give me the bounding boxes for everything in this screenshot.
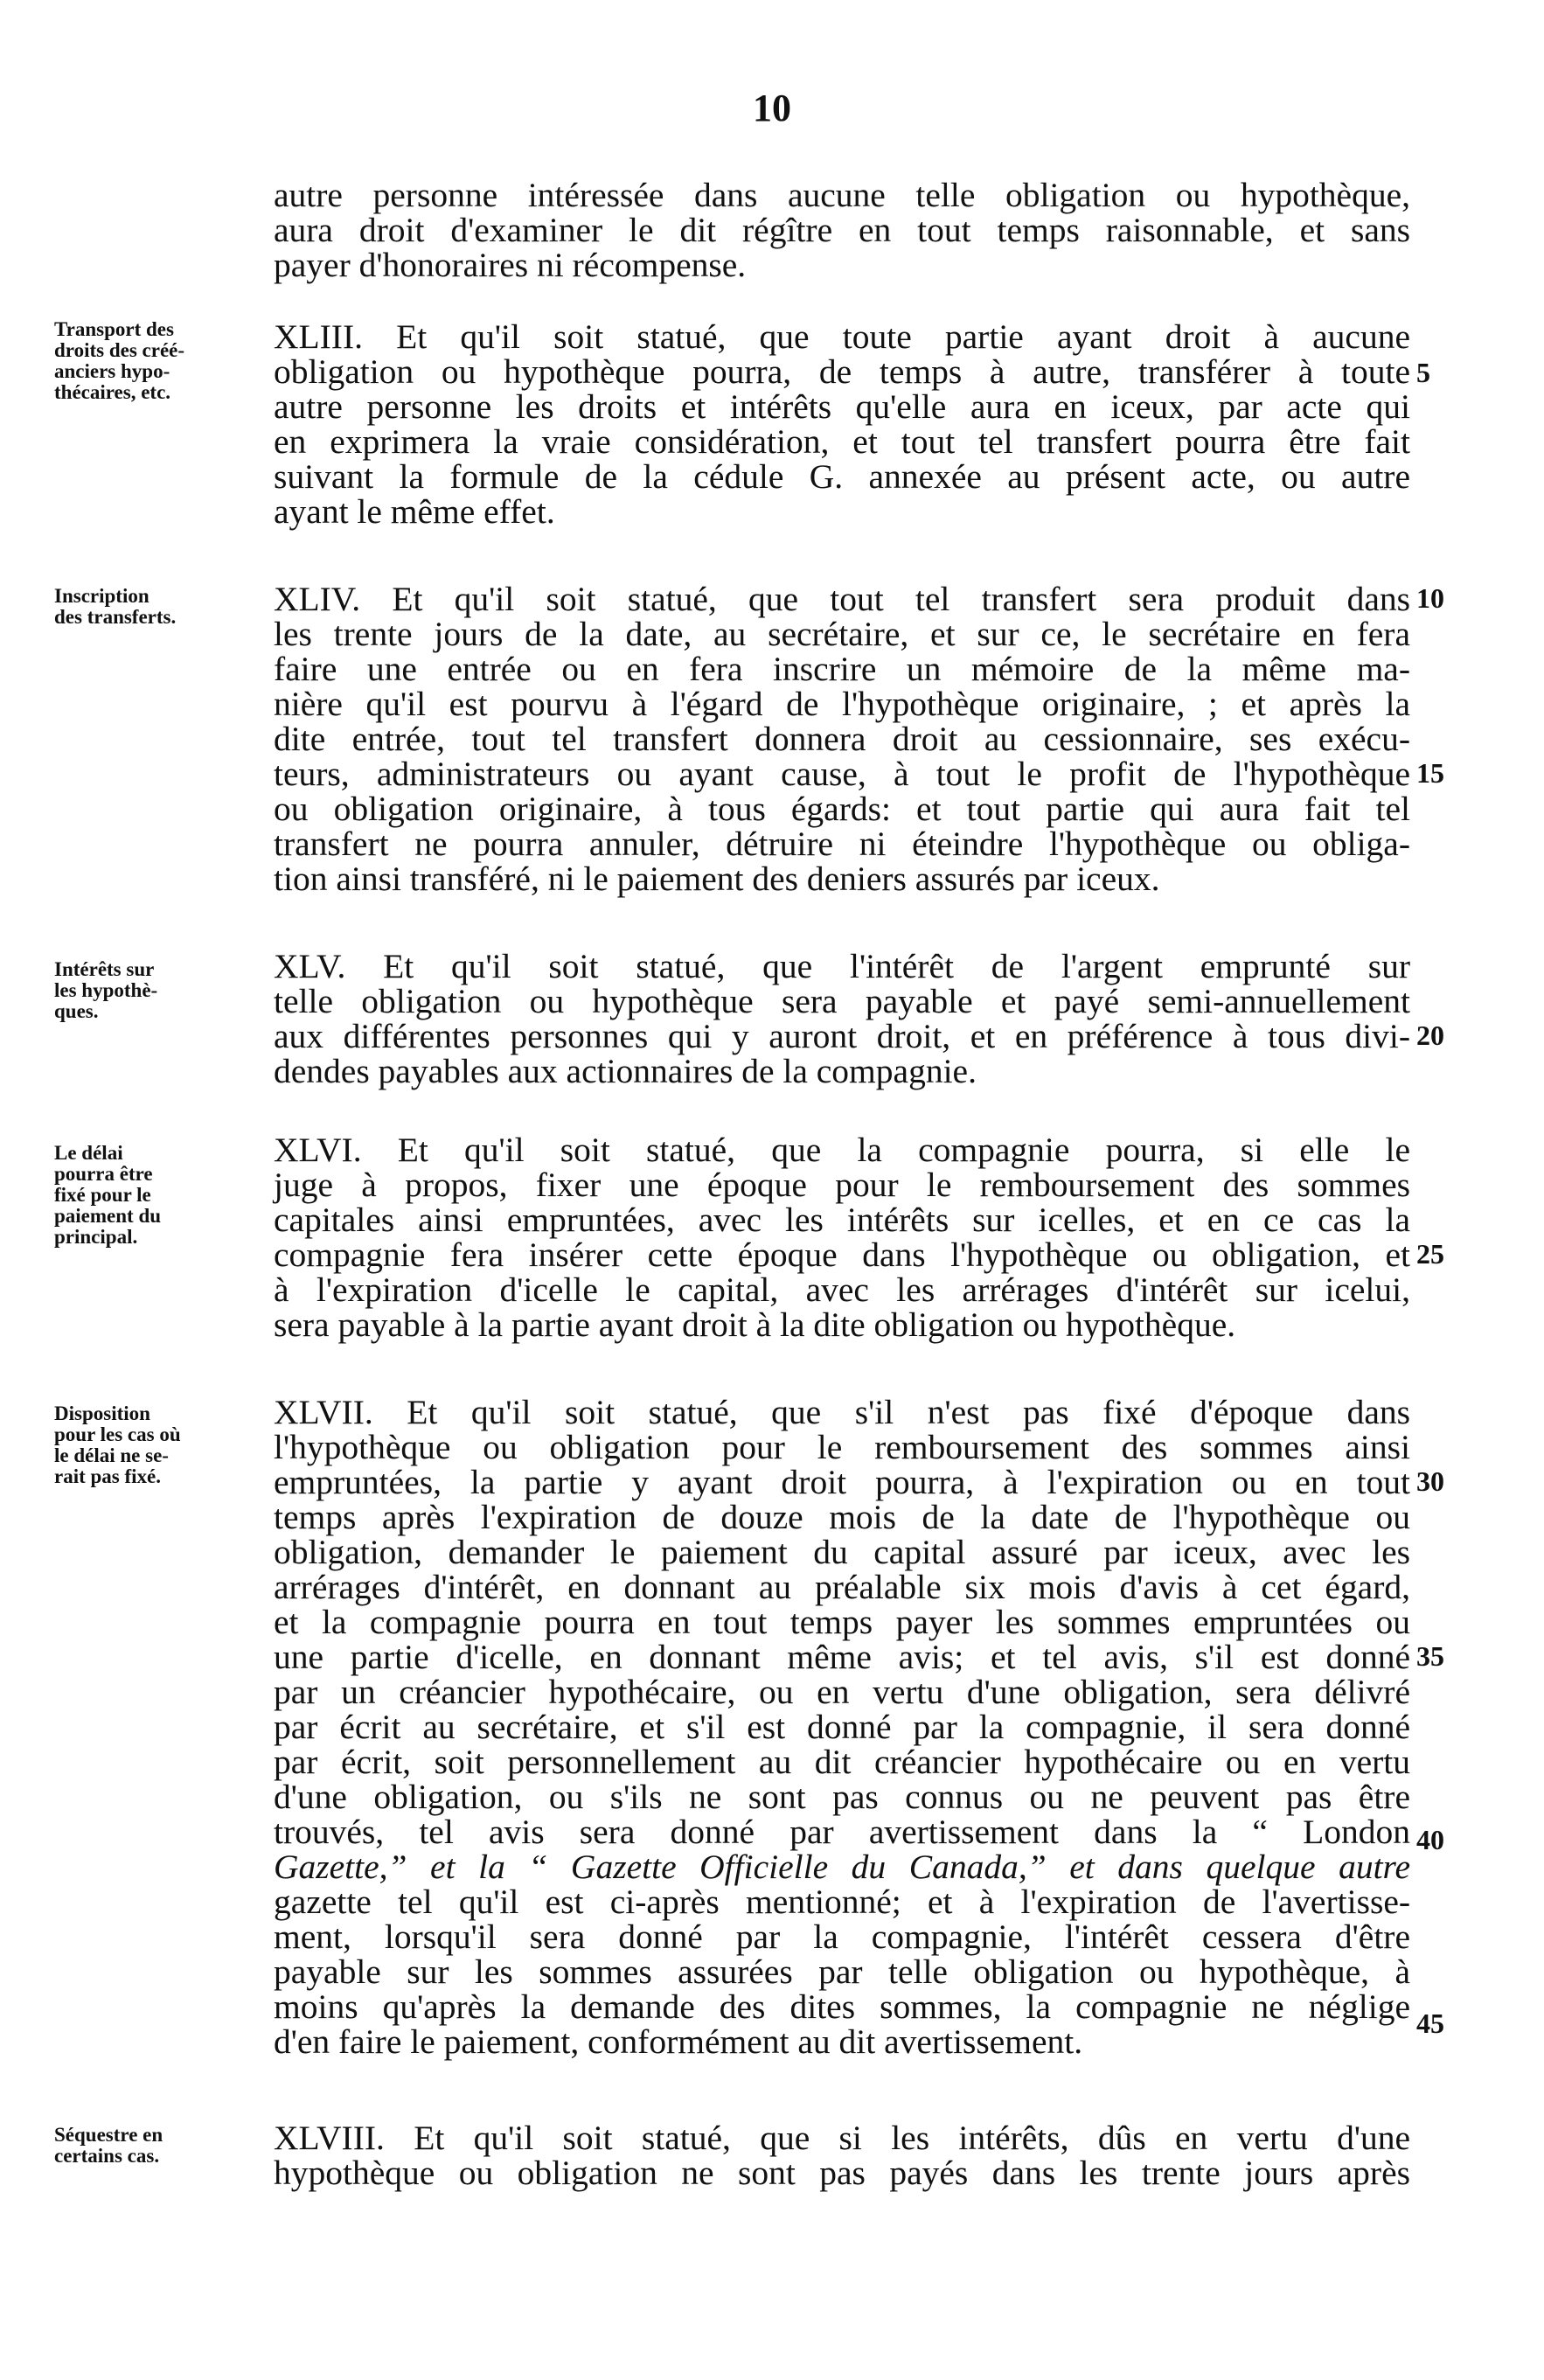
line-number: 30	[1416, 1465, 1444, 1497]
margin-note-inscription: Inscription des transferts.	[54, 585, 177, 628]
text-line: d'une obligation, ou s'ils ne sont pas connus ou ne peuvent pas être	[274, 1778, 1410, 1816]
text-line: gazette tel qu'il est ci-après mentionné; et à l'expiration de l'avertisse-	[274, 1882, 1410, 1921]
text-line: d'en faire le paiement, conformément au dit avertissement.	[274, 2022, 1083, 2061]
margin-note-delai: Le délai pourra être fixé pour le paiement du principal.	[54, 1142, 162, 1248]
text-line: empruntées, la partie y ayant droit pourra, à l'expiration ou en tout	[274, 1463, 1410, 1501]
section-xlvii	[274, 1392, 1410, 2061]
section-xliv	[274, 579, 1410, 898]
text-line: XLVIII. Et qu'il soit statué, que si les intérêts, dûs en vertu d'une	[274, 2119, 1410, 2157]
text-line: faire une entrée ou en fera inscrire un mémoire de la même ma-	[274, 650, 1410, 688]
section-xlviii	[274, 2118, 1410, 2192]
line-number: 45	[1416, 2008, 1444, 2039]
text-line: Gazette,” et la “ Gazette Officielle du Canada,” et dans quelque autre	[274, 1848, 1410, 1886]
text-line: aux différentes personnes qui y auront droit, et en préférence à tous divi-	[274, 1017, 1410, 1055]
line-number: 40	[1416, 1824, 1444, 1855]
line-number: 15	[1416, 757, 1444, 789]
line-number: 20	[1416, 1020, 1444, 1051]
line-number: 5	[1416, 357, 1430, 388]
text-line: XLV. Et qu'il soit statué, que l'intérêt de l'argent emprunté sur	[274, 947, 1410, 985]
text-line: autre personne intéressée dans aucune telle obligation ou hypothèque,	[274, 176, 1410, 214]
text-line: moins qu'après la demande des dites sommes, la compagnie ne néglige	[274, 1987, 1410, 2026]
line-number: 25	[1416, 1238, 1444, 1270]
section-xlv	[274, 946, 1410, 1090]
text-line: XLVII. Et qu'il soit statué, que s'il n'est pas fixé d'époque dans	[274, 1393, 1410, 1431]
line-number: 10	[1416, 582, 1444, 614]
text-line: XLVI. Et qu'il soit statué, que la compagnie pourra, si elle le	[274, 1131, 1410, 1169]
text-line: telle obligation ou hypothèque sera payable et payé semi-annuellement	[274, 982, 1410, 1020]
text-line: XLIII. Et qu'il soit statué, que toute partie ayant droit à aucune	[274, 317, 1410, 356]
text-line: payer d'honoraires ni récompense.	[274, 246, 747, 284]
section-xlvi	[274, 1130, 1410, 1344]
text-line: à l'expiration d'icelle le capital, avec les arrérages d'intérêt sur icelui,	[274, 1270, 1410, 1309]
text-line: trouvés, tel avis sera donné par avertissement dans la “ London	[274, 1813, 1410, 1851]
text-line: ayant le même effet.	[274, 492, 555, 531]
text-line: autre personne les droits et intérêts qu'elle aura en iceux, par acte qui	[274, 387, 1410, 426]
text-line: obligation, demander le paiement du capital assuré par iceux, avec les	[274, 1533, 1410, 1571]
text-line: dite entrée, tout tel transfert donnera droit au cessionnaire, ses exécu-	[274, 720, 1410, 758]
page-number: 10	[753, 87, 791, 129]
text-line: compagnie fera insérer cette époque dans l'hypothèque ou obligation, et	[274, 1235, 1410, 1274]
text-line: dendes payables aux actionnaires de la compagnie.	[274, 1052, 977, 1090]
text-line: suivant la formule de la cédule G. annexée au présent acte, ou autre	[274, 457, 1410, 496]
margin-note-transport: Transport des droits des créé- anciers hypo- thécaires, etc.	[54, 318, 185, 403]
section-xliii	[274, 317, 1410, 531]
text-line: sera payable à la partie ayant droit à la dite obligation ou hypothèque.	[274, 1305, 1236, 1344]
text-line: en exprimera la vraie considération, et tout tel transfert pourra être fait	[274, 422, 1410, 461]
text-line: transfert ne pourra annuler, détruire ni éteindre l'hypothèque ou obliga-	[274, 825, 1410, 863]
margin-note-interets: Intérêts sur les hypothè- ques.	[54, 958, 158, 1022]
text-line: payable sur les sommes assurées par telle obligation ou hypothèque, à	[274, 1952, 1410, 1991]
text-line: tion ainsi transféré, ni le paiement des deniers assurés par iceux.	[274, 859, 1160, 898]
text-line: teurs, administrateurs ou ayant cause, à tout le profit de l'hypothèque	[274, 755, 1410, 793]
text-line: arrérages d'intérêt, en donnant au préalable six mois d'avis à cet égard,	[274, 1568, 1410, 1606]
text-line: ou obligation originaire, à tous égards: et tout partie qui aura fait tel	[274, 790, 1410, 828]
text-line: et la compagnie pourra en tout temps payer les sommes empruntées ou	[274, 1603, 1410, 1641]
text-line: ment, lorsqu'il sera donné par la compagnie, l'intérêt cessera d'être	[274, 1917, 1410, 1956]
text-line: l'hypothèque ou obligation pour le remboursement des sommes ainsi	[274, 1428, 1410, 1466]
text-line: une partie d'icelle, en donnant même avis; et tel avis, s'il est donné	[274, 1638, 1410, 1676]
text-line: par écrit, soit personnellement au dit créancier hypothécaire ou en vertu	[274, 1743, 1410, 1781]
margin-note-disposition: Disposition pour les cas où le délai ne se- rait pas fixé.	[54, 1402, 181, 1487]
text-line: par un créancier hypothécaire, ou en vertu d'une obligation, sera délivré	[274, 1673, 1410, 1711]
text-line: hypothèque ou obligation ne sont pas payés dans les trente jours après	[274, 2154, 1410, 2192]
text-line: les trente jours de la date, au secrétaire, et sur ce, le secrétaire en fera	[274, 615, 1410, 653]
text-line: capitales ainsi empruntées, avec les intérêts sur icelles, et en ce cas la	[274, 1200, 1410, 1239]
text-line: temps après l'expiration de douze mois de la date de l'hypothèque ou	[274, 1498, 1410, 1536]
text-line: obligation ou hypothèque pourra, de temps à autre, transférer à toute	[274, 352, 1410, 391]
text-line: nière qu'il est pourvu à l'égard de l'hypothèque originaire, ; et après la	[274, 685, 1410, 723]
line-number: 35	[1416, 1640, 1444, 1672]
text-line: aura droit d'examiner le dit régître en tout temps raisonnable, et sans	[274, 211, 1410, 249]
intro-paragraph	[274, 175, 1410, 284]
text-line: par écrit au secrétaire, et s'il est donné par la compagnie, il sera donné	[274, 1708, 1410, 1746]
margin-note-sequestre: Séquestre en certains cas.	[54, 2124, 163, 2167]
text-line: XLIV. Et qu'il soit statué, que tout tel transfert sera produit dans	[274, 580, 1410, 618]
text-line: juge à propos, fixer une époque pour le remboursement des sommes	[274, 1166, 1410, 1204]
